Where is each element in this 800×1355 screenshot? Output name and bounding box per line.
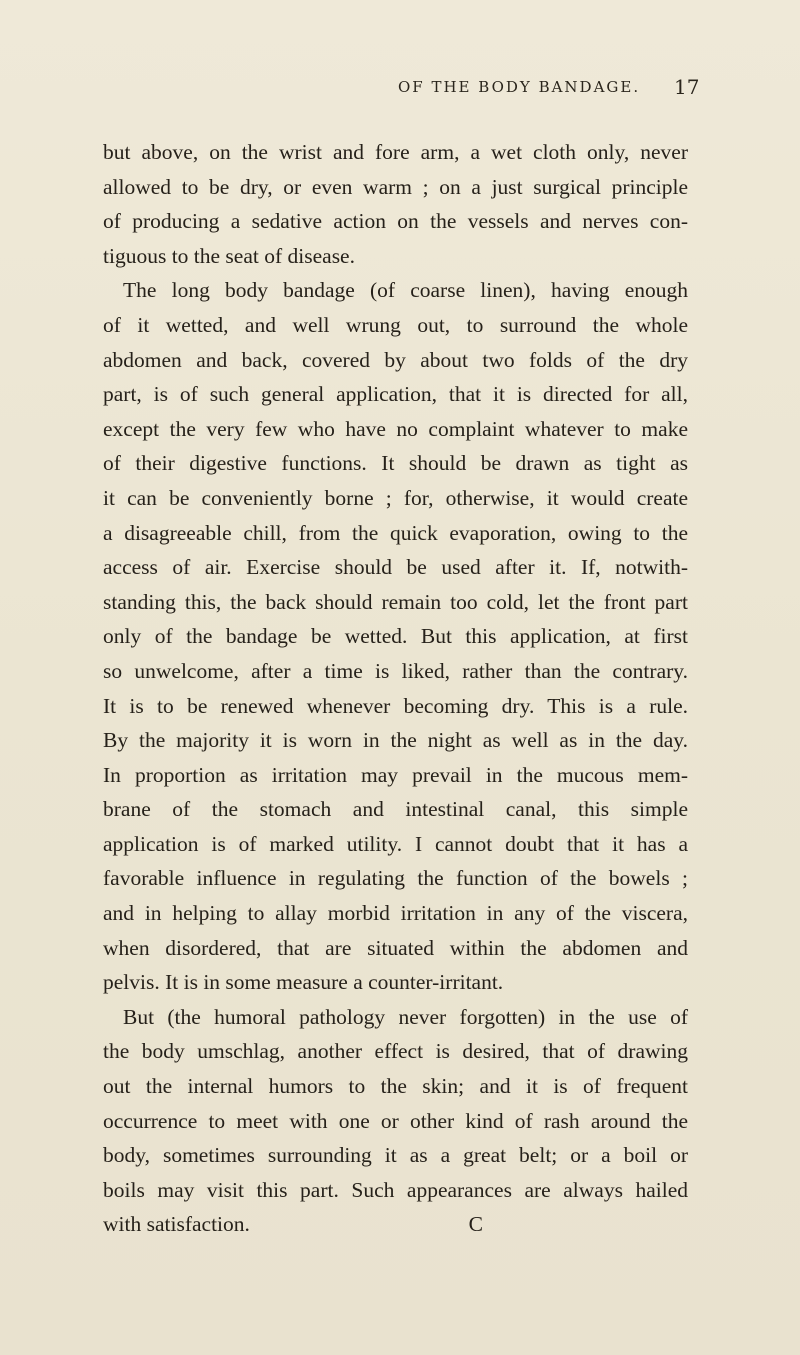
text-line: allowed to be dry, or even warm ; on a just surgical principle [103, 174, 688, 199]
text-line: out the internal humors to the skin; and it is of frequent [103, 1074, 688, 1099]
text-line: only of the bandage be wetted. But this application, at first [103, 624, 688, 649]
last-line [103, 1207, 688, 1242]
text-line: of it wetted, and well wrung out, to surround the whole [103, 312, 688, 337]
text-line: The long body bandage (of coarse linen), having enough [123, 278, 688, 303]
page-header [0, 75, 800, 108]
text-line: tiguous to the seat of disease. [103, 243, 355, 268]
text-line: when disordered, that are situated within the abdomen and [103, 935, 688, 960]
page-number: 17 [674, 75, 700, 99]
text-line: so unwelcome, after a time is liked, rather than the contrary. [103, 658, 688, 683]
text-line: access of air. Exercise should be used after it. If, notwith- [103, 555, 688, 580]
text-line: of producing a sedative action on the vessels and nerves con- [103, 209, 688, 234]
text-line: with satisfaction. [103, 1212, 250, 1237]
text-line: brane of the stomach and intestinal canal, this simple [103, 797, 688, 822]
text-line: It is to be renewed whenever becoming dry. This is a rule. [103, 693, 688, 718]
text-line: occurrence to meet with one or other kind of rash around the [103, 1108, 688, 1133]
text-line: But (the humoral pathology never forgotten) in the use of [123, 1004, 688, 1029]
text-line: part, is of such general application, that it is directed for all, [103, 382, 688, 407]
text-line: application is of marked utility. I cannot doubt that it has a [103, 831, 688, 856]
text-line: pelvis. It is in some measure a counter-irritant. [103, 970, 504, 995]
text-line: a disagreeable chill, from the quick evaporation, owing to the [103, 520, 688, 545]
running-head: OF THE BODY BANDAGE. [398, 78, 641, 96]
body-text [103, 135, 688, 1242]
text-line: except the very few who have no complaint whatever to make [103, 416, 688, 441]
text-line: standing this, the back should remain too cold, let the front part [103, 589, 688, 614]
text-line: boils may visit this part. Such appearances are always hailed [103, 1177, 688, 1202]
text-line: In proportion as irritation may prevail in the mucous mem- [103, 762, 688, 787]
text-line: body, sometimes surrounding it as a great belt; or a boil or [103, 1143, 688, 1168]
text-line: but above, on the wrist and fore arm, a wet cloth only, never [103, 140, 688, 164]
text-line: By the majority it is worn in the night as well as in the day. [103, 728, 688, 753]
text-line: favorable influence in regulating the function of the bowels ; [103, 866, 688, 891]
text-line: the body umschlag, another effect is desired, that of drawing [103, 1039, 688, 1064]
signature-mark: C [468, 1212, 483, 1237]
text-line: it can be conveniently borne ; for, otherwise, it would create [103, 485, 688, 510]
text-line: and in helping to allay morbid irritation in any of the viscera, [103, 901, 688, 926]
text-line: of their digestive functions. It should be drawn as tight as [103, 451, 688, 476]
text-line: abdomen and back, covered by about two folds of the dry [103, 347, 688, 372]
